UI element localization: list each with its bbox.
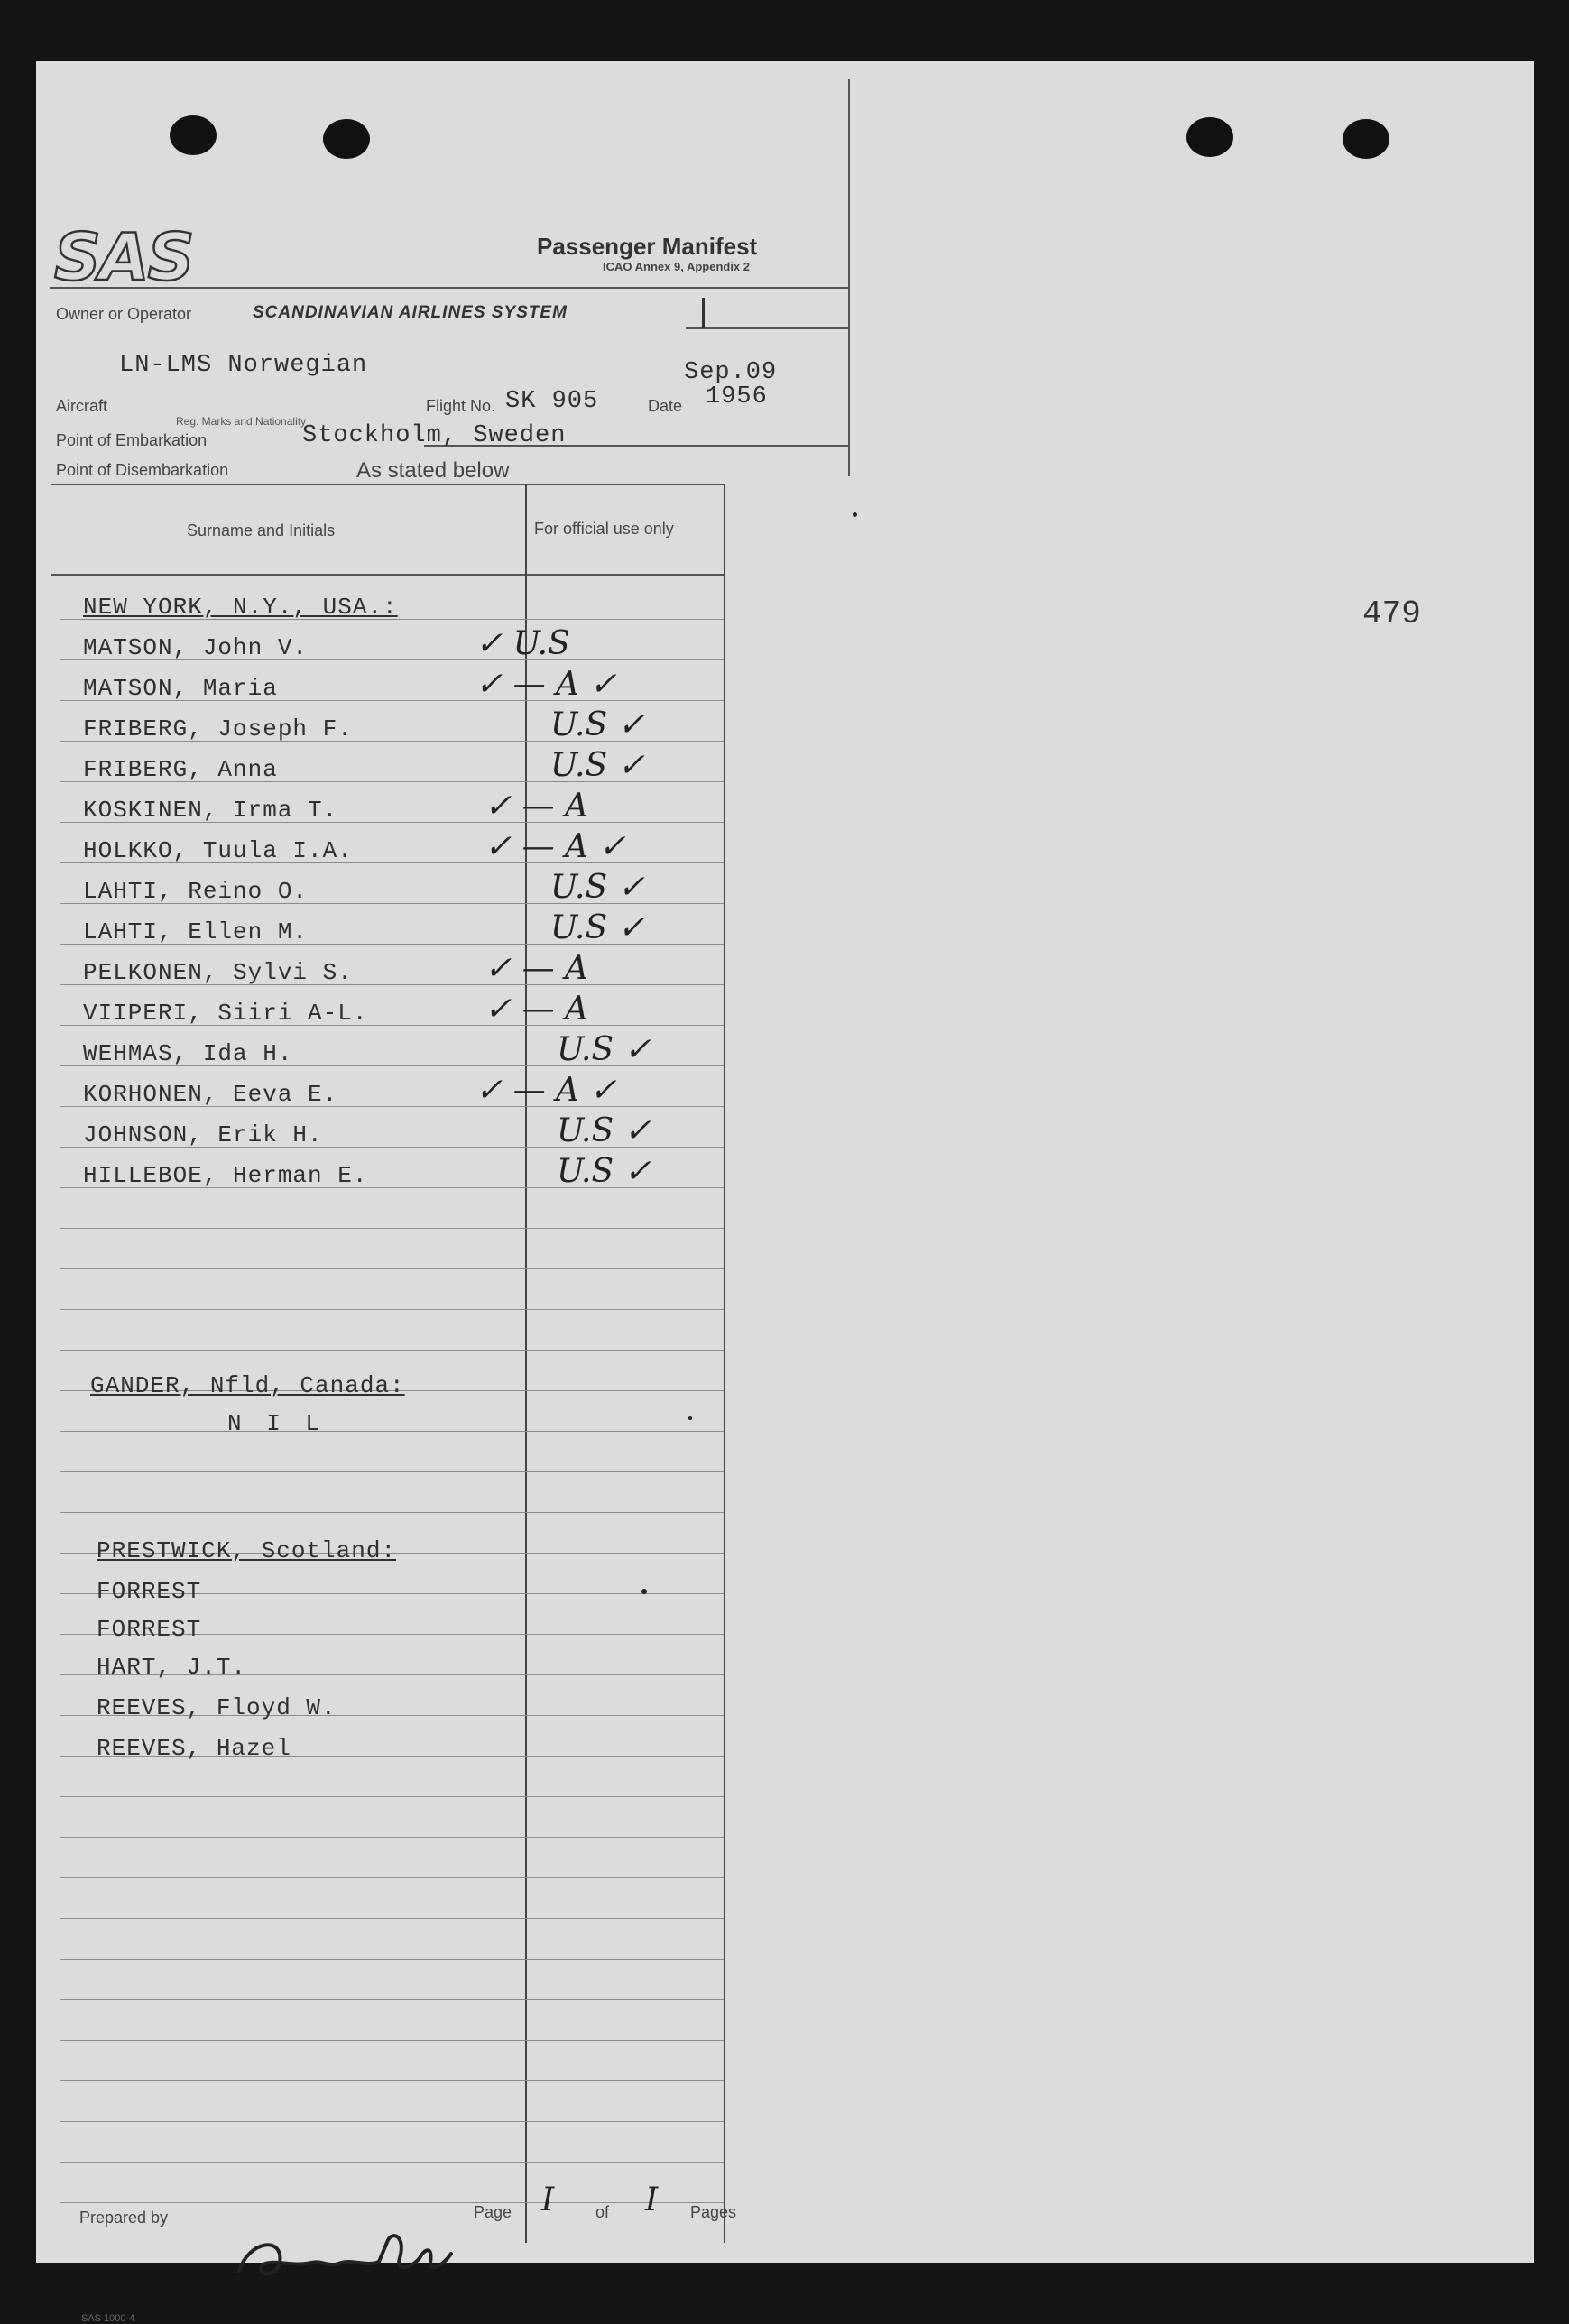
punch-hole	[1343, 119, 1389, 159]
ruled-line	[60, 2121, 724, 2122]
owner-bar	[702, 298, 705, 328]
ruled-line	[60, 2202, 724, 2203]
table-row: HOLKKO, Tuula I.A.	[83, 837, 353, 864]
table-row: FORREST	[97, 1616, 202, 1643]
pages-label: Pages	[690, 2203, 737, 2221]
ruled-line	[60, 1228, 724, 1229]
ruled-line	[60, 1431, 724, 1432]
table-top-border	[51, 484, 724, 485]
owner-label: Owner or Operator	[56, 305, 192, 323]
official-note: U.S ✓	[557, 1153, 651, 1190]
ink-speck	[641, 1589, 647, 1594]
table-row: VIIPERI, Siiri A-L.	[83, 1000, 368, 1027]
official-note: ✓ — A ✓	[475, 666, 617, 703]
column-divider	[724, 484, 725, 2243]
passenger-table	[51, 484, 724, 2265]
page-label: Page	[474, 2203, 512, 2221]
table-row: JOHNSON, Erik H.	[83, 1121, 323, 1148]
table-row: PRESTWICK, Scotland:	[97, 1537, 397, 1564]
table-row: KORHONEN, Eeva E.	[83, 1081, 338, 1108]
embark-value: Stockholm, Sweden	[302, 422, 567, 449]
ruled-line	[60, 2080, 724, 2081]
ruled-line	[60, 2040, 724, 2041]
ruled-line	[60, 1471, 724, 1472]
table-row: LAHTI, Ellen M.	[83, 918, 309, 945]
official-note: ✓ U.S	[475, 625, 570, 662]
table-row: FRIBERG, Joseph F.	[83, 715, 353, 742]
punch-hole	[1186, 117, 1233, 157]
ruled-line	[60, 1918, 724, 1919]
form-subtitle: ICAO Annex 9, Appendix 2	[603, 260, 751, 273]
of-label: of	[595, 2203, 610, 2221]
form-title: Passenger Manifest	[537, 233, 758, 260]
page-total: I	[645, 2181, 659, 2218]
official-note: U.S ✓	[557, 1031, 651, 1068]
official-note: ✓ — A ✓	[485, 828, 626, 865]
table-row: REEVES, Hazel	[97, 1735, 291, 1762]
table-row: FORREST	[97, 1578, 202, 1605]
page-stamp: 479	[1362, 595, 1421, 632]
column-divider	[525, 484, 527, 2243]
date-value-2: 1956	[706, 383, 768, 410]
embark-label: Point of Embarkation	[56, 431, 208, 449]
official-note: ✓ — A ✓	[475, 1072, 617, 1109]
ruled-line	[60, 1309, 724, 1310]
official-note: U.S ✓	[557, 1112, 651, 1149]
table-row: KOSKINEN, Irma T.	[83, 797, 338, 824]
table-row: LAHTI, Reino O.	[83, 878, 309, 905]
table-row: HART, J.T.	[97, 1654, 247, 1681]
punch-hole	[323, 119, 370, 159]
table-header-border	[51, 574, 724, 576]
ruled-line	[60, 1877, 724, 1878]
header-rule	[686, 327, 848, 329]
ruled-line	[60, 1796, 724, 1797]
official-note: ✓ — A	[485, 991, 589, 1028]
table-row: HILLEBOE, Herman E.	[83, 1162, 368, 1189]
table-row: MATSON, Maria	[83, 675, 278, 702]
date-label: Date	[648, 397, 683, 415]
table-row: NEW YORK, N.Y., USA.:	[83, 594, 398, 621]
table-row: REEVES, Floyd W.	[97, 1694, 337, 1721]
table-row: MATSON, John V.	[83, 634, 309, 661]
ink-speck	[688, 1416, 692, 1420]
official-note: U.S ✓	[550, 869, 645, 906]
ruled-line	[60, 1512, 724, 1513]
form-number: SAS 1000-4	[81, 2313, 135, 2324]
ruled-line	[60, 1268, 724, 1269]
sas-logo: SAS	[54, 219, 193, 295]
owner-value: SCANDINAVIAN AIRLINES SYSTEM	[253, 303, 568, 322]
table-row: FRIBERG, Anna	[83, 756, 278, 783]
ink-speck	[853, 512, 857, 517]
official-note: ✓ — A	[485, 788, 589, 825]
official-note: U.S ✓	[550, 706, 645, 743]
page-number: I	[541, 2181, 555, 2218]
aircraft-sublabel: Reg. Marks and Nationality	[176, 415, 307, 428]
prepared-label: Prepared by	[79, 2209, 169, 2227]
disembark-label: Point of Disembarkation	[56, 461, 229, 479]
column-header-surname: Surname and Initials	[187, 521, 336, 540]
table-row: GANDER, Nfld, Canada:	[90, 1372, 405, 1399]
official-note: U.S ✓	[550, 909, 645, 946]
official-note: U.S ✓	[550, 747, 645, 784]
ruled-line	[60, 1837, 724, 1838]
ruled-line	[60, 2162, 724, 2163]
ruled-line	[60, 1959, 724, 1960]
column-header-official: For official use only	[534, 520, 674, 538]
official-note: ✓ — A	[485, 950, 589, 987]
ruled-line	[60, 1999, 724, 2000]
table-row: PELKONEN, Sylvi S.	[83, 959, 353, 986]
header-divider	[848, 79, 850, 476]
flight-value: SK 905	[505, 388, 599, 415]
date-value-1: Sep.09	[684, 359, 778, 386]
ruled-line	[60, 1350, 724, 1351]
table-row: N I L	[227, 1410, 326, 1437]
aircraft-value: LN-LMS Norwegian	[119, 352, 368, 379]
table-row: WEHMAS, Ida H.	[83, 1040, 293, 1067]
aircraft-label: Aircraft	[56, 397, 108, 415]
manifest-sheet	[36, 61, 1534, 2324]
punch-hole	[170, 115, 217, 155]
signature	[230, 2222, 465, 2294]
disembark-value: As stated below	[356, 458, 510, 483]
flight-label: Flight No.	[426, 397, 496, 415]
